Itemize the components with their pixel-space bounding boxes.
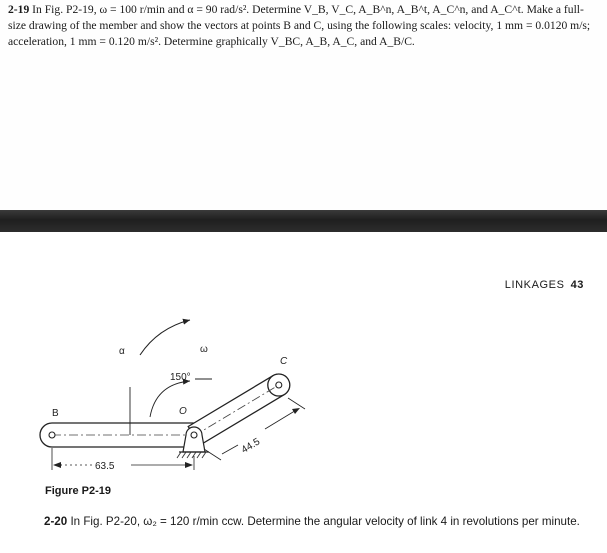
- omega-label: ω: [200, 344, 208, 355]
- dimension-left-label: 63.5: [95, 461, 115, 472]
- previous-page: [0, 0, 607, 210]
- dimension-right-label: 44.5: [239, 436, 263, 456]
- page-gap: [0, 210, 607, 232]
- problem-text: In Fig. P2-20, ω₂ = 120 r/min ccw. Determine the angular velocity of link 4 in revolutions per minute.: [70, 515, 580, 528]
- current-page: [0, 232, 607, 553]
- dimension-63-5: [52, 448, 194, 472]
- angular-velocity-arrow: [140, 320, 190, 355]
- angle-label: 150°: [170, 372, 191, 383]
- problem-number: 2-20: [44, 515, 68, 528]
- point-o-label: O: [179, 406, 187, 417]
- horizontal-link: [40, 423, 205, 447]
- figure-p2-19: [0, 232, 607, 553]
- pin-b: [49, 432, 55, 438]
- point-b-label: B: [52, 408, 59, 419]
- figure-caption: Figure P2-19: [45, 485, 112, 497]
- problem-text: In Fig. P2-19, ω = 100 r/min and α = 90 rad/s². Determine V_B, V_C, A_B^n, A_B^t, A_C^n, and A_C^t. Make a full-size drawing of the member and show the vectors at points B and C, using the following scales: velocity, 1 mm = 0.0120 m/s; acceleration, 1 mm = 0.120 m/s². Determine graphically V_BC, A_B, A_C, and A_B/C.: [8, 3, 591, 49]
- problem-number: 2-19: [8, 3, 30, 16]
- alpha-label: α: [119, 346, 125, 357]
- running-head-section: LINKAGES: [504, 279, 565, 291]
- point-c-label: C: [280, 356, 288, 367]
- page-number: 43: [570, 279, 584, 291]
- problem-2-20: [44, 514, 596, 530]
- inclined-link: [188, 374, 290, 445]
- pin-c: [276, 382, 282, 388]
- problem-2-19: [8, 2, 600, 51]
